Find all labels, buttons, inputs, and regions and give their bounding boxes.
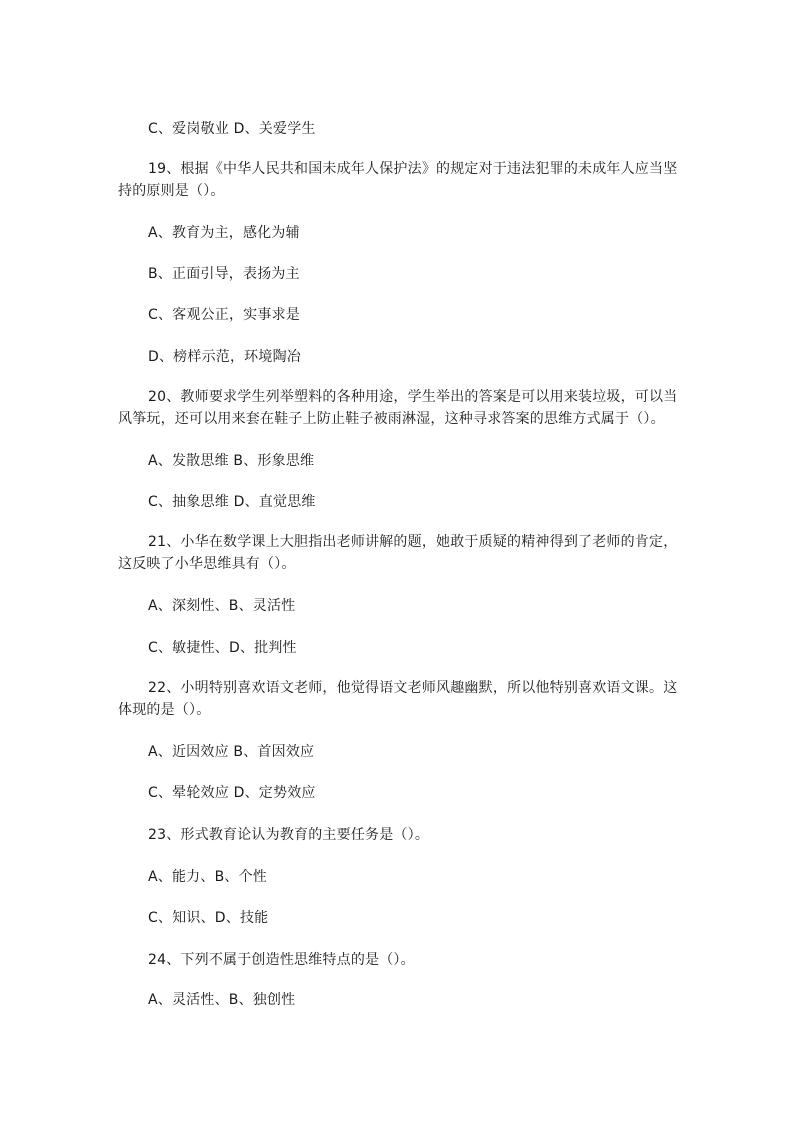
option-line: B、正面引导，表扬为主 <box>148 266 300 282</box>
option-line: A、发散思维 B、形象思维 <box>148 453 315 469</box>
option-line: C、敏捷性、D、批判性 <box>148 640 297 656</box>
option-line: C、抽象思维 D、直觉思维 <box>148 494 316 510</box>
option-line: A、能力、B、个性 <box>148 869 267 885</box>
question-21 <box>118 531 678 575</box>
question-text: 20、教师要求学生列举塑料的各种用途，学生举出的答案是可以用来装垃圾，可以当 <box>148 389 678 405</box>
option-line: C、晕轮效应 D、定势效应 <box>148 785 316 801</box>
question-text: 19、根据《中华人民共和国未成年人保护法》的规定对于违法犯罪的未成年人应当坚 <box>148 161 678 177</box>
question-text: 22、小明特别喜欢语文老师，他觉得语文老师风趣幽默，所以他特别喜欢语文课。这 <box>148 680 678 696</box>
option-line: A、近因效应 B、首因效应 <box>148 744 315 760</box>
question-text: 体现的是（）。 <box>118 702 211 718</box>
option-line: C、客观公正，实事求是 <box>148 307 300 323</box>
question-20 <box>118 386 678 430</box>
question-24: 24、下列不属于创造性思维特点的是（）。 <box>148 952 415 968</box>
option-line: A、深刻性、B、灵活性 <box>148 598 296 614</box>
question-text: 21、小华在数学课上大胆指出老师讲解的题，她敢于质疑的精神得到了老师的肯定， <box>148 534 678 550</box>
question-23: 23、形式教育论认为教育的主要任务是（）。 <box>148 827 430 843</box>
option-line: A、灵活性、B、独创性 <box>148 992 296 1008</box>
question-text: 这反映了小华思维具有（）。 <box>118 556 296 572</box>
question-19 <box>118 158 678 202</box>
question-22 <box>118 677 678 721</box>
question-text: 风筝玩，还可以用来套在鞋子上防止鞋子被雨淋湿，这种寻求答案的思维方式属于（）。 <box>118 411 665 427</box>
option-line: D、榜样示范，环境陶冶 <box>148 349 301 365</box>
question-text: 持的原则是（）。 <box>118 183 225 199</box>
option-line: A、教育为主，感化为辅 <box>148 225 300 241</box>
option-line: C、知识、D、技能 <box>148 910 269 926</box>
option-line: C、爱岗敬业 D、关爱学生 <box>148 121 316 137</box>
